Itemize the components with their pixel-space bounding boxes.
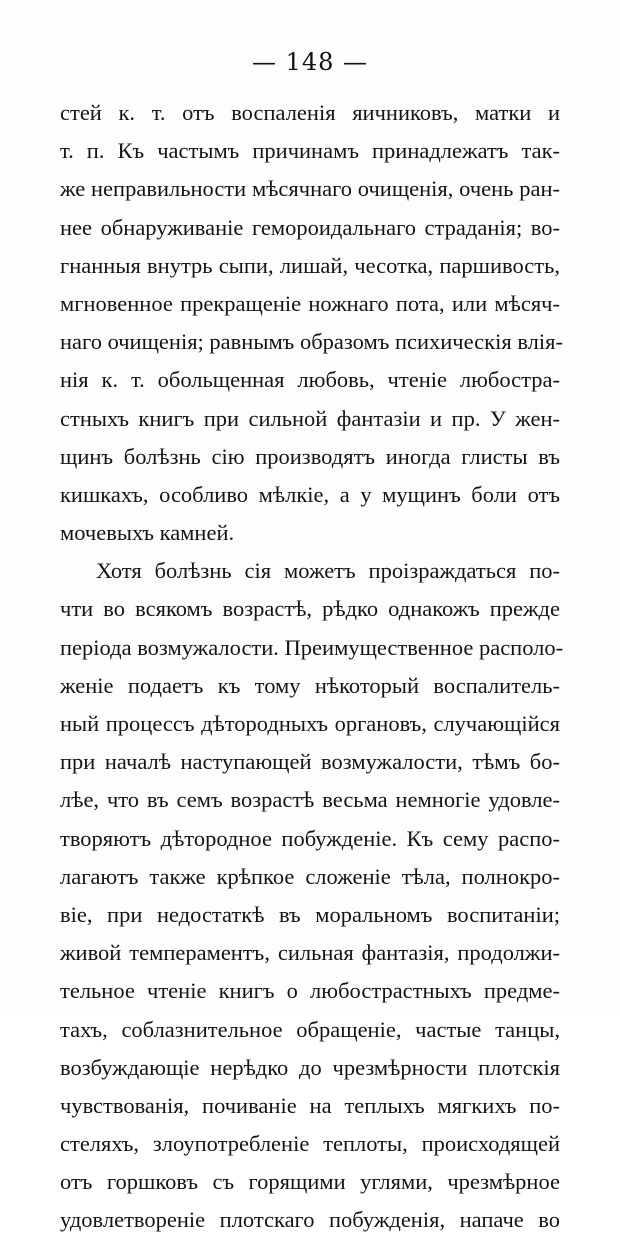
text-line: же неправильности мѣсячнаго очищенія, очень ран- <box>60 176 560 202</box>
text-line: нія к. т. обольщенная любовь, чтеніе любостра- <box>60 367 560 393</box>
text-line: творяютъ дѣтородное побужденіе. Къ сему распо- <box>60 825 560 851</box>
text-line: чувствованія, почиваніе на теплыхъ мягкихъ по- <box>60 1092 560 1118</box>
text-line: лѣе, что въ семъ возрастѣ весьма немногіе удовле- <box>60 787 560 813</box>
text-line: живой темпераментъ, сильная фантазія, продолжи- <box>60 940 560 966</box>
text-line: наго очищенія; равнымъ образомъ психическія влія- <box>60 329 563 355</box>
text-line: мгновенное прекращеніе ножнаго пота, или мѣсяч- <box>60 290 560 316</box>
paragraph-2 <box>60 552 564 1239</box>
text-line: при началѣ наступающей возмужалости, тѣмъ бо- <box>60 749 560 775</box>
text-line: стей к. т. отъ воспаленія яичниковъ, матки и <box>60 100 560 125</box>
body-text <box>60 94 564 1240</box>
text-line: т. п. Къ частымъ причинамъ принадлежатъ так- <box>60 138 560 164</box>
text-line: кишкахъ, особливо мѣлкіе, а у мущинъ боли отъ <box>60 481 560 507</box>
text-line: тельное чтеніе книгъ о любострастныхъ предме- <box>60 978 560 1004</box>
text-line: Хотя болѣзнь сія можетъ проізраждаться по- <box>96 558 560 584</box>
page-number: — 148 — <box>251 48 369 76</box>
text-line: женіе подаетъ къ тому нѣкоторый воспалитель- <box>60 672 560 698</box>
text-line: ный процессъ дѣтородныхъ органовъ, случающійся <box>60 711 560 736</box>
text-line: віе, при недостаткѣ въ моральномъ воспитаніи; <box>60 901 560 927</box>
text-line: періода возмужалости. Преимущественное располо- <box>60 634 564 660</box>
text-line: лагаютъ также крѣпкое сложеніе тѣла, полнокро- <box>60 863 560 889</box>
paragraph-1 <box>60 94 563 552</box>
text-line: стеляхъ, злоупотребленіе теплоты, происходящей <box>60 1131 560 1157</box>
text-line: тахъ, соблазнительное обращеніе, частые танцы, <box>60 1016 560 1042</box>
text-line: гнанныя внутрь сыпи, лишай, чесотка, паршивость, <box>60 252 560 278</box>
text-line: нее обнаруживаніе гемороидальнаго страданія; во- <box>60 214 560 240</box>
text-line: отъ горшковъ съ горящими углями, чрезмѣрное <box>60 1169 560 1195</box>
text-line: чти во всякомъ возрастѣ, рѣдко однакожъ прежде <box>60 596 560 622</box>
text-line: стныхъ книгъ при сильной фантазіи и пр. У жен- <box>60 405 560 431</box>
text-line: возбуждающіе нерѣдко до чрезмѣрности плотскія <box>60 1054 560 1080</box>
text-line: щинъ болѣзнь сію производятъ иногда глисты въ <box>60 443 560 469</box>
text-line: мочевыхъ камней. <box>60 520 235 546</box>
text-line: удовлетвореніе плотскаго побужденія, напаче во <box>60 1207 560 1233</box>
